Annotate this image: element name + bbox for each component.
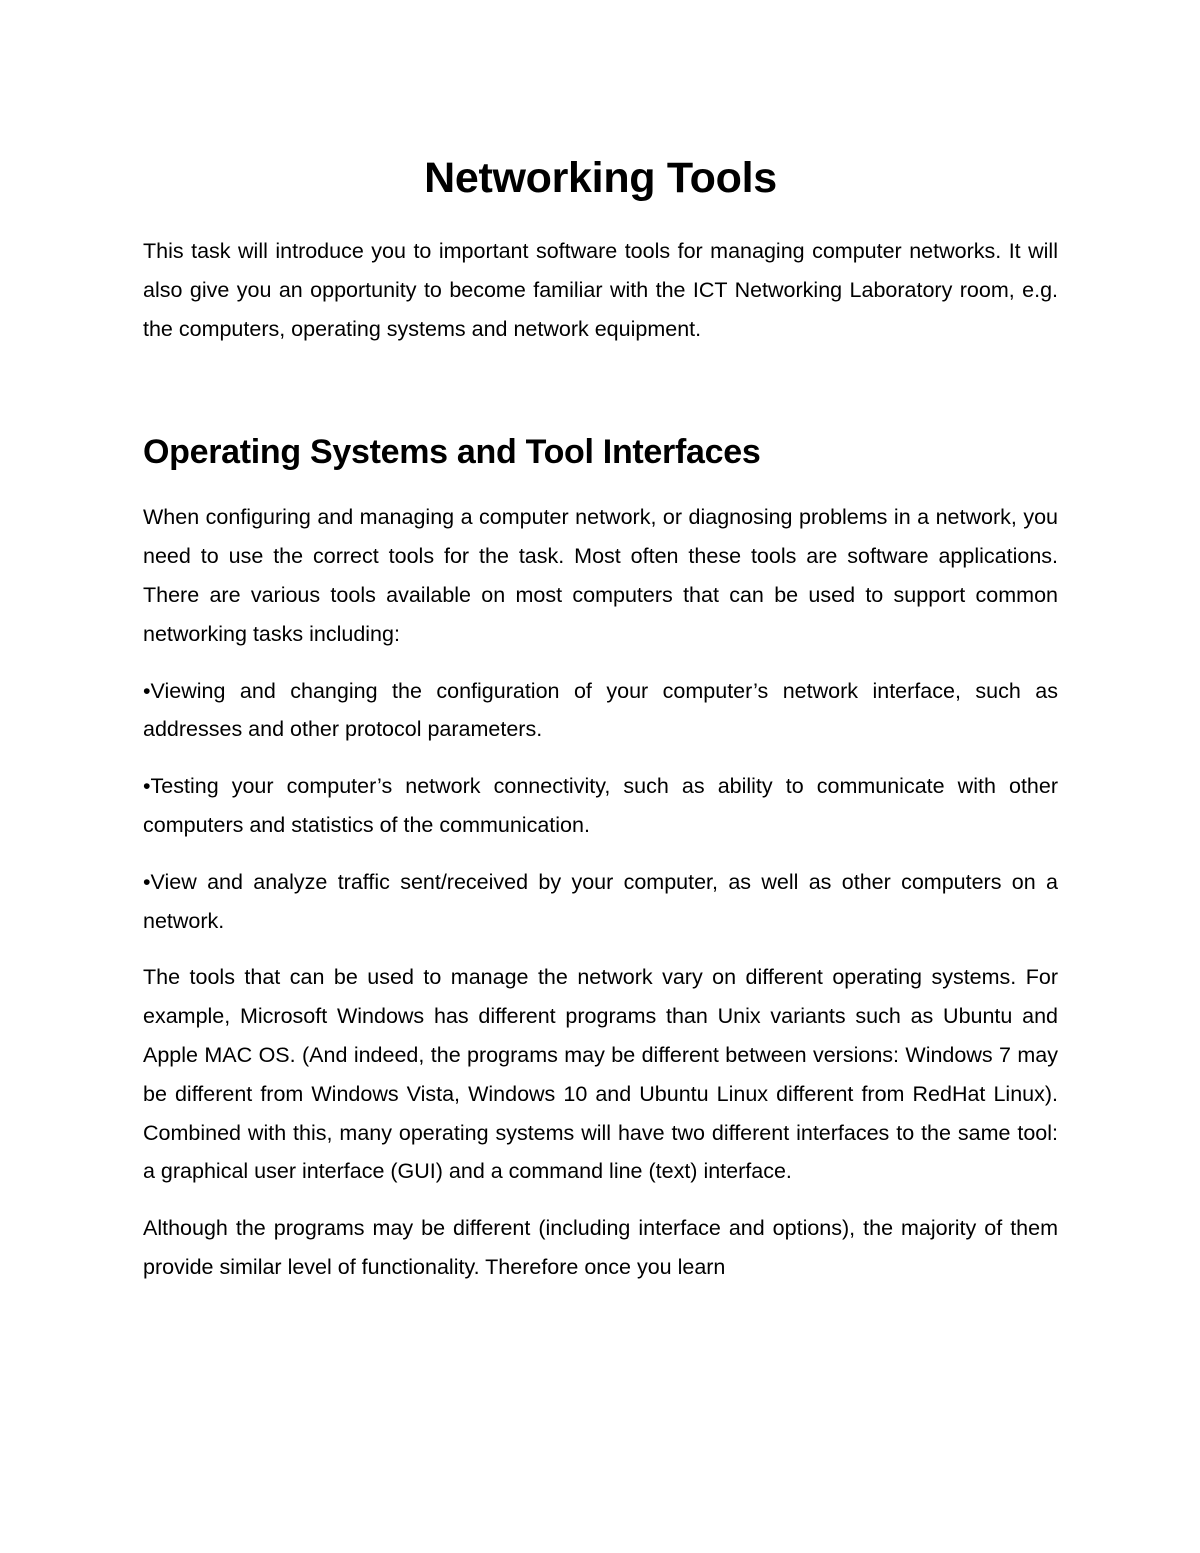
document-page (143, 150, 1058, 1305)
document-title: Networking Tools (424, 154, 777, 202)
body-paragraph: The tools that can be used to manage the network vary on different operating systems. For example, Microsoft Windows has different programs than Unix variants such as Ubuntu and Apple MAC OS. (And indeed, the programs may be different between versions: Windows 7 may be different from Windows Vista, Windows 10 and Ubuntu Linux different from RedHat Linux). Combined with this, many operating systems will have two different interfaces to the same tool: a graphical user interface (GUI) and a command line (text) interface. (143, 965, 1058, 1184)
bullet-item: •Viewing and changing the configuration of your computer’s network interface, such as addresses and other protocol parameters. (143, 678, 1058, 742)
section-heading: Operating Systems and Tool Interfaces (143, 433, 761, 472)
bullet-item: •View and analyze traffic sent/received by your computer, as well as other computers on a network. (143, 869, 1058, 933)
body-paragraph: Although the programs may be different (including interface and options), the majority of them provide similar level of functionality. Therefore once you learn (143, 1216, 1058, 1279)
intro-paragraph: This task will introduce you to important software tools for managing computer networks. It will also give you an opportunity to become familiar with the ICT Networking Laboratory room, e.g. the computers, operating systems and network equipment. (143, 239, 1058, 341)
body-paragraph: When configuring and managing a computer network, or diagnosing problems in a network, you need to use the correct tools for the task. Most often these tools are software applications. There are various tools available on most computers that can be used to support common networking tasks including: (143, 505, 1058, 646)
bullet-item: •Testing your computer’s network connectivity, such as ability to communicate with other computers and statistics of the communication. (143, 774, 1058, 837)
